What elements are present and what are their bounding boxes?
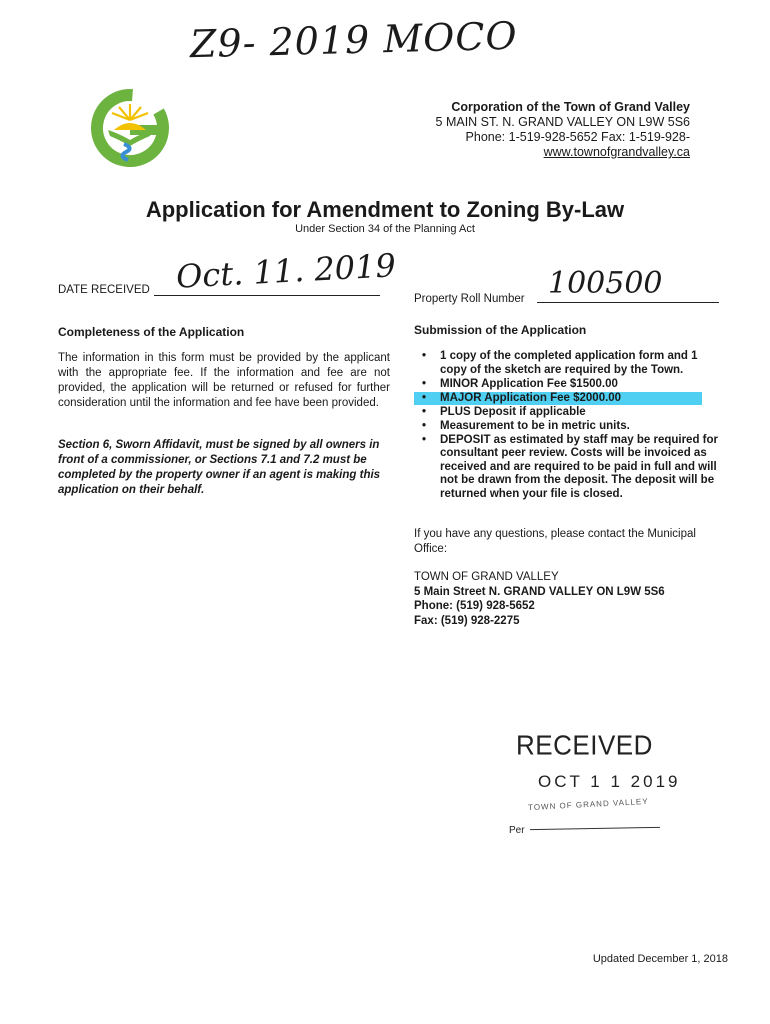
completeness-heading: Completeness of the Application bbox=[58, 325, 245, 339]
list-item-highlighted: • MAJOR Application Fee $2000.00 bbox=[414, 392, 702, 406]
date-received-label: DATE RECEIVED bbox=[58, 284, 150, 296]
received-stamp-title: RECEIVED bbox=[516, 728, 653, 762]
list-item: • Measurement to be in metric units. bbox=[414, 420, 724, 434]
updated-date: Updated December 1, 2018 bbox=[592, 953, 728, 965]
handwritten-date-received: Oct. 11. 2019 bbox=[175, 246, 397, 296]
organization-header bbox=[330, 100, 690, 160]
completeness-intro: The information in this form must be provided by the applicant with the appropriate fee. If the information and fee are not provided, the application will be returned or refused for further consideration until the information and fee have been provided. bbox=[58, 352, 390, 409]
form-subtitle: Under Section 34 of the Planning Act bbox=[295, 223, 475, 235]
roll-number-label: Property Roll Number bbox=[414, 293, 525, 305]
affidavit-note: Section 6, Sworn Affidavit, must be signed by all owners in front of a commissioner, or Sections 7.1 and 7.2 must be completed by the property owner if an agent is making this application on their behalf. bbox=[58, 439, 381, 496]
contact-name: TOWN OF GRAND VALLEY bbox=[414, 571, 559, 583]
contact-block bbox=[414, 570, 724, 628]
questions-text: If you have any questions, please contact the Municipal Office: bbox=[414, 528, 696, 555]
roll-number-field[interactable] bbox=[537, 302, 719, 303]
received-stamp-town: TOWN OF GRAND VALLEY bbox=[527, 796, 649, 813]
org-address: 5 MAIN ST. N. GRAND VALLEY ON L9W 5S6 bbox=[435, 115, 690, 129]
list-item: • MINOR Application Fee $1500.00 bbox=[414, 378, 724, 392]
org-phone-fax: Phone: 1-519-928-5652 Fax: 1-519-928- bbox=[465, 130, 690, 144]
grand-valley-logo bbox=[88, 86, 172, 170]
contact-phone: Phone: (519) 928-5652 bbox=[414, 600, 535, 612]
list-item: • PLUS Deposit if applicable bbox=[414, 406, 724, 420]
list-item: • 1 copy of the completed application form and 1 copy of the sketch are required by the Town. bbox=[414, 350, 724, 377]
received-stamp-date: OCT 1 1 2019 bbox=[538, 772, 681, 791]
list-item: • DEPOSIT as estimated by staff may be required for consultant peer review. Costs will be invoiced as received and are required to be paid in full and will not be drawn from the deposit. The deposit will be returned when your file is closed. bbox=[414, 434, 724, 502]
contact-fax: Fax: (519) 928-2275 bbox=[414, 614, 520, 627]
contact-address: 5 Main Street N. GRAND VALLEY ON L9W 5S6 bbox=[414, 585, 665, 598]
org-website-link[interactable]: www.townofgrandvalley.ca bbox=[543, 145, 690, 159]
handwritten-roll-number: 100500 bbox=[548, 266, 663, 301]
received-stamp-signature-line bbox=[530, 827, 660, 830]
submission-list bbox=[414, 350, 724, 502]
submission-heading: Submission of the Application bbox=[414, 323, 587, 337]
org-name: Corporation of the Town of Grand Valley bbox=[451, 100, 690, 114]
form-title: Application for Amendment to Zoning By-Law bbox=[145, 197, 625, 222]
received-stamp-per: Per bbox=[509, 825, 525, 836]
handwritten-file-number: Z9- 2019 MOCO bbox=[189, 13, 519, 67]
